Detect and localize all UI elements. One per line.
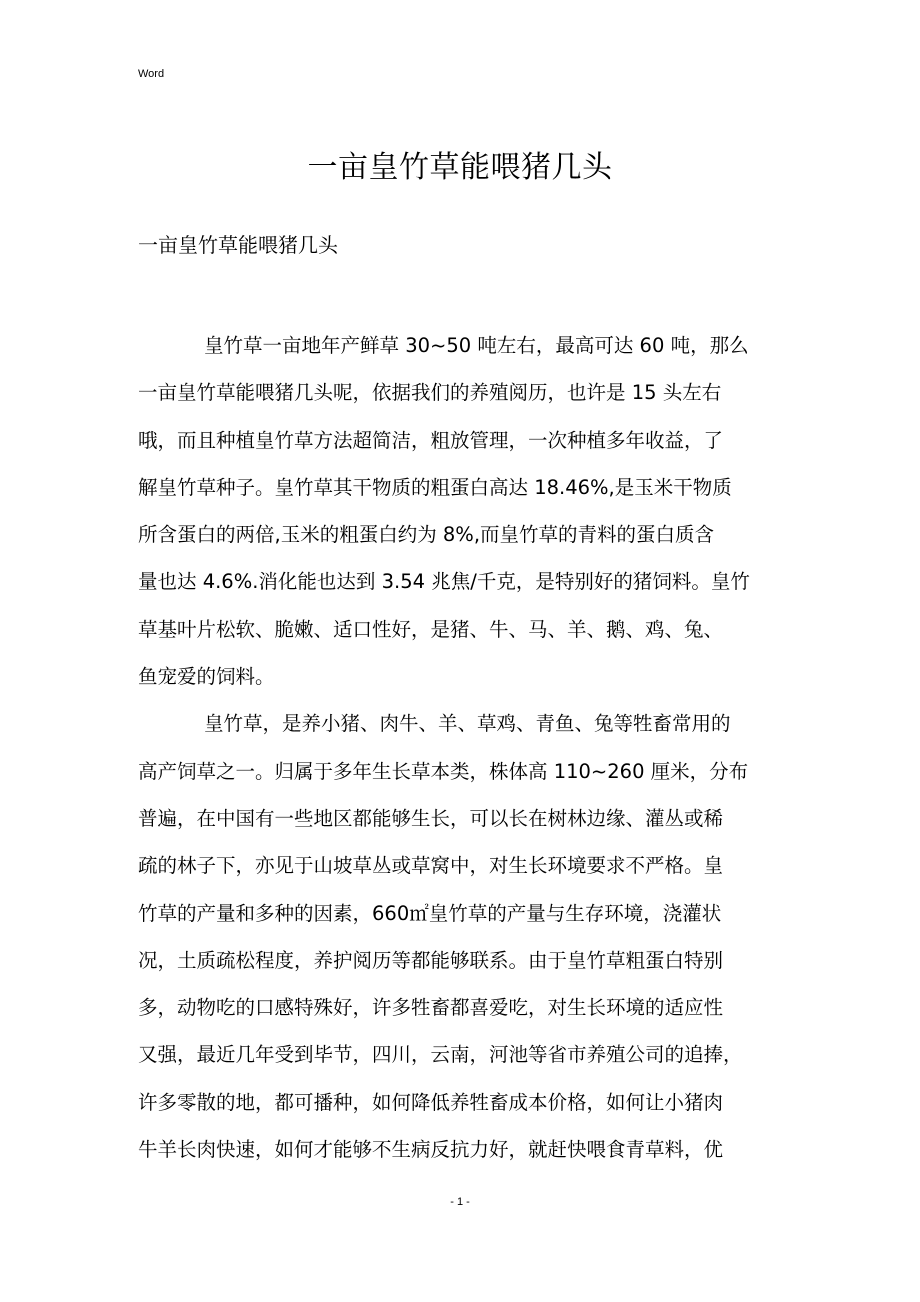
text-line: 牛羊长肉快速，如何才能够不生病反抗力好，就赶快喂食青草料，优	[138, 1138, 724, 1162]
text-line: 一亩皇竹草能喂猪几头呢，依据我们的养殖阅历，也许是 15 头左右	[138, 381, 722, 405]
header-label: Word	[138, 68, 165, 80]
text-line: 草基叶片松软、脆嫩、适口性好，是猪、牛、马、羊、鹅、鸡、兔、	[138, 617, 724, 641]
text-line: 疏的林子下，亦见于山坡草丛或草窝中，对生长环境要求不严格。皇	[138, 854, 724, 878]
text-line: 哦，而且种植皇竹草方法超简洁，粗放管理，一次种植多年收益，了	[138, 428, 724, 452]
text-line: 皇竹草，是养小猪、肉牛、羊、草鸡、青鱼、兔等牲畜常用的	[204, 712, 731, 736]
text-line: 又强，最近几年受到毕节，四川，云南，河池等省市养殖公司的追捧，	[138, 1043, 743, 1067]
text-line: 许多零散的地，都可播种，如何降低养牲畜成本价格，如何让小猪肉	[138, 1090, 724, 1114]
text-line: 况，土质疏松程度，养护阅历等都能够联系。由于皇竹草粗蛋白特别	[138, 948, 724, 972]
text-line: 皇竹草一亩地年产鲜草 30~50 吨左右，最高可达 60 吨，那么	[204, 334, 749, 357]
document-title: 一亩皇竹草能喂猪几头	[307, 150, 613, 185]
text-line: 普遍，在中国有一些地区都能够生长，可以长在树林边缘、灌丛或稀	[138, 806, 724, 830]
text-line: 竹草的产量和多种的因素，660㎡皇竹草的产量与生存环境，浇灌状	[138, 901, 722, 925]
paragraph-2	[138, 704, 798, 1177]
text-line: 多，动物吃的口感特殊好，许多牲畜都喜爱吃，对生长环境的适应性	[138, 996, 724, 1020]
document-body	[138, 326, 798, 1177]
text-line: 所含蛋白的两倍,玉米的粗蛋白约为 8%,而皇竹草的青料的蛋白质含	[138, 523, 715, 547]
text-line: 鱼宠爱的饲料。	[138, 665, 275, 689]
document-subtitle: 一亩皇竹草能喂猪几头	[138, 233, 338, 257]
text-line: 高产饲草之一。归属于多年生长草本类，株体高 110~260 厘米，分布	[138, 759, 749, 783]
page-number: - 1 -	[450, 1196, 470, 1208]
text-line: 解皇竹草种子。皇竹草其干物质的粗蛋白高达 18.46%,是玉米干物质	[138, 475, 732, 499]
text-line: 量也达 4.6%.消化能也达到 3.54 兆焦/千克，是特别好的猪饲料。皇竹	[138, 570, 750, 594]
paragraph-1	[138, 326, 798, 704]
